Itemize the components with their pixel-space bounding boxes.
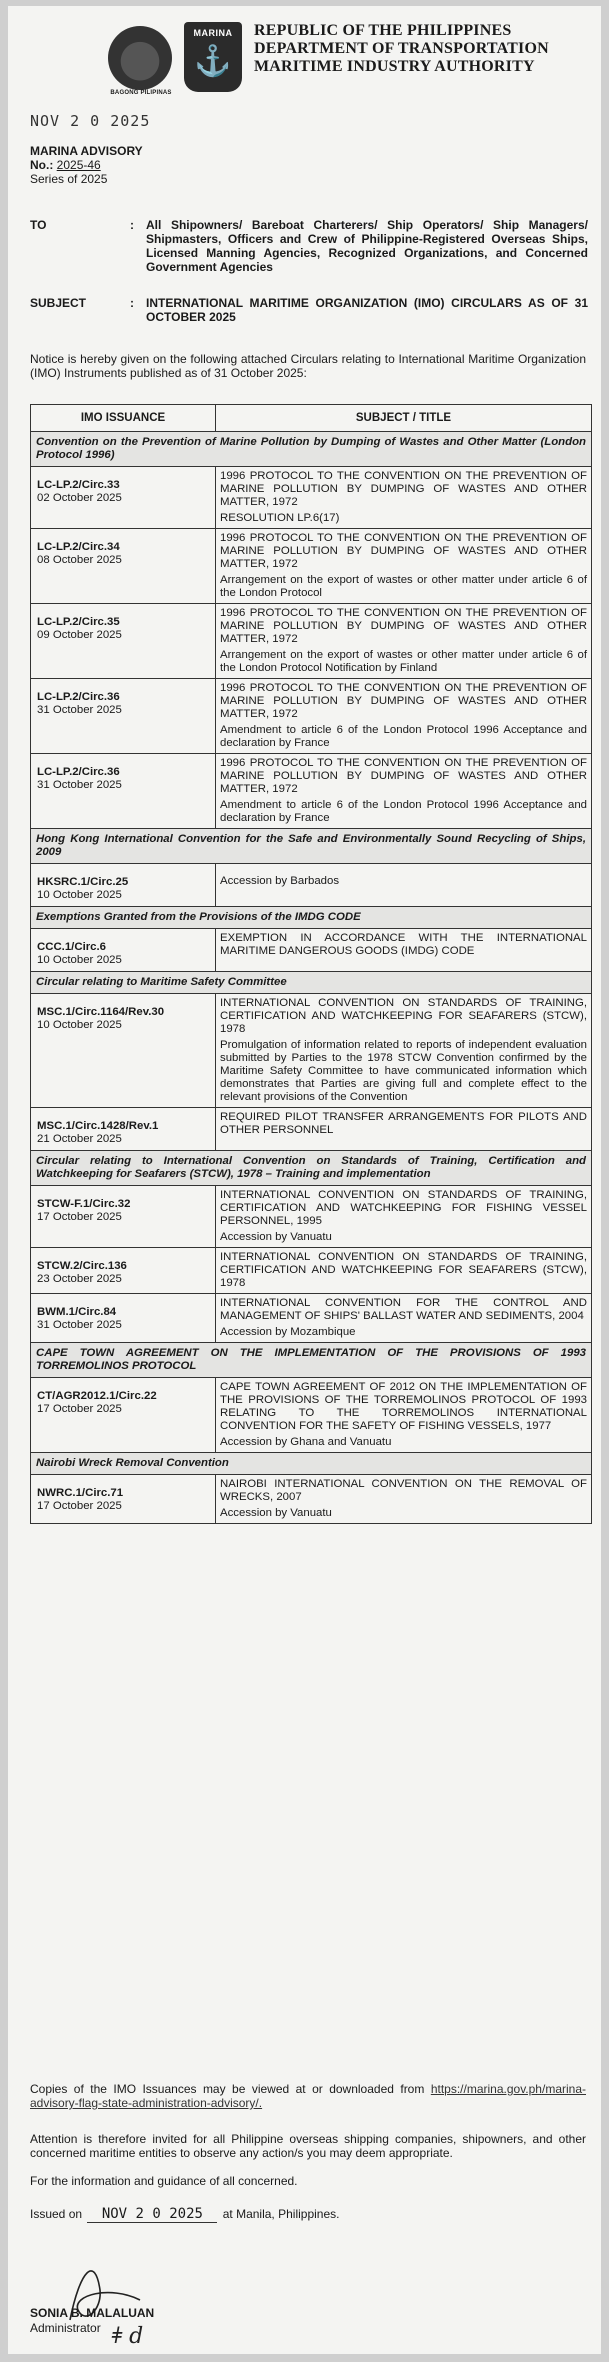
advisory-series: Series of 2025	[30, 172, 108, 186]
issuance-date: 23 October 2025	[37, 1273, 122, 1285]
advisory-title: MARINA ADVISORY	[30, 144, 143, 158]
signatory-title: Administrator	[30, 2321, 101, 2335]
issuance-cell	[31, 1378, 216, 1453]
subject-label: SUBJECT	[30, 296, 87, 310]
table-row	[31, 754, 592, 829]
issuance-date: 10 October 2025	[37, 889, 122, 901]
issued-suffix: at Manila, Philippines.	[222, 2207, 340, 2221]
table-row	[31, 1294, 592, 1343]
subject-note: Arrangement on the export of wastes or other matter under article 6 of the London Protocol Notification by Finland	[220, 649, 587, 674]
stamp-date: NOV 2 0 2025	[30, 112, 151, 130]
section-row	[31, 432, 592, 467]
issuance-cell	[31, 754, 216, 829]
attention-paragraph: Attention is therefore invited for all Philippine overseas shipping companies, shipowners, and other concerned maritime entities to observe any action/s you may deem appropriate.	[30, 2132, 586, 2160]
marina-logo-text: MARINA	[193, 28, 233, 38]
marina-logo	[184, 22, 242, 92]
section-row	[31, 907, 592, 929]
subject-cell	[216, 1475, 592, 1524]
subject-cell	[216, 1294, 592, 1343]
subject-cell	[216, 679, 592, 754]
section-row	[31, 1453, 592, 1475]
section-title: Circular relating to Maritime Safety Committee	[31, 972, 592, 994]
subject-note: Accession by Mozambique	[220, 1326, 356, 1338]
subject-note: Amendment to article 6 of the London Protocol 1996 Acceptance and declaration by France	[220, 724, 587, 749]
subject-cell	[216, 929, 592, 972]
subject-title: CAPE TOWN AGREEMENT OF 2012 ON THE IMPLEMENTATION OF THE PROVISIONS OF THE TORREMOLINOS PROTOCOL OF 1993 RELATING TO THE TORREMOLINOS INTERNATIONAL CONVENTION FOR THE SAFETY OF FISHING VESSELS, 1977	[220, 1381, 587, 1432]
anchor-icon: ⚓	[194, 45, 232, 78]
issued-prefix: Issued on	[30, 2207, 83, 2221]
subject-title: 1996 PROTOCOL TO THE CONVENTION ON THE PREVENTION OF MARINE POLLUTION BY DUMPING OF WASTES AND OTHER MATTER, 1972	[220, 470, 587, 508]
subject-cell	[216, 1186, 592, 1248]
header-subject: SUBJECT / TITLE	[216, 405, 592, 432]
subject-cell	[216, 467, 592, 529]
issuance-date: 10 October 2025	[37, 1019, 122, 1031]
subject-note: Accession by Barbados	[220, 875, 340, 887]
subject-title: 1996 PROTOCOL TO THE CONVENTION ON THE PREVENTION OF MARINE POLLUTION BY DUMPING OF WASTES AND OTHER MATTER, 1972	[220, 532, 587, 570]
advisory-block	[30, 144, 143, 186]
subject-cell	[216, 604, 592, 679]
issuance-code: LC-LP.2/Circ.35	[37, 616, 120, 628]
table-row	[31, 1108, 592, 1151]
subject-note: Promulgation of information related to reports of independent evaluation submitted by Parties to the 1978 STCW Convention confirmed by the Maritime Safety Committee to have communicated information which demonstrates that Parties are giving full and complete effect to the relevant provisions of the Convention	[220, 1039, 587, 1103]
issuance-code: LC-LP.2/Circ.34	[37, 541, 120, 553]
section-row	[31, 972, 592, 994]
subject-title: NAIROBI INTERNATIONAL CONVENTION ON THE REMOVAL OF WRECKS, 2007	[220, 1478, 587, 1503]
agency-line-1: REPUBLIC OF THE PHILIPPINES	[254, 22, 512, 39]
issuance-date: 10 October 2025	[37, 954, 122, 966]
subject-title: INTERNATIONAL CONVENTION ON STANDARDS OF TRAINING, CERTIFICATION AND WATCHKEEPING FOR SEAFARERS (STCW), 1978	[220, 1251, 587, 1289]
section-title: Circular relating to International Convention on Standards of Training, Certification and Watchkeeping for Seafarers (STCW), 1978 – Training and implementation	[31, 1151, 592, 1186]
subject-note: Accession by Vanuatu	[220, 1231, 332, 1243]
section-title: CAPE TOWN AGREEMENT ON THE IMPLEMENTATION OF THE PROVISIONS OF 1993 TORREMOLINOS PROTOCOL	[31, 1343, 592, 1378]
issuance-code: LC-LP.2/Circ.33	[37, 479, 120, 491]
subject-cell	[216, 1378, 592, 1453]
section-title: Nairobi Wreck Removal Convention	[31, 1453, 592, 1475]
subject-cell	[216, 994, 592, 1108]
to-colon: :	[130, 218, 134, 232]
notice-paragraph: Notice is hereby given on the following attached Circulars relating to International Maritime Organization (IMO) Instruments published as of 31 October 2025:	[30, 352, 586, 380]
table-header-row	[31, 405, 592, 432]
initials-mark: ǂ d	[112, 2324, 144, 2349]
subject-title: 1996 PROTOCOL TO THE CONVENTION ON THE PREVENTION OF MARINE POLLUTION BY DUMPING OF WASTES AND OTHER MATTER, 1972	[220, 682, 587, 720]
download-link[interactable]: https://marina.gov.ph/marina-advisory-flag-state-administration-advisory/.	[30, 2082, 586, 2110]
subject-text: INTERNATIONAL MARITIME ORGANIZATION (IMO) CIRCULARS AS OF 31 OCTOBER 2025	[146, 296, 588, 324]
subject-note: Accession by Vanuatu	[220, 1507, 332, 1519]
subject-title: 1996 PROTOCOL TO THE CONVENTION ON THE PREVENTION OF MARINE POLLUTION BY DUMPING OF WASTES AND OTHER MATTER, 1972	[220, 757, 587, 795]
guidance-line: For the information and guidance of all concerned.	[30, 2174, 298, 2188]
issuance-cell	[31, 467, 216, 529]
section-row	[31, 1151, 592, 1186]
copies-text: Copies of the IMO Issuances may be viewed at or downloaded from	[30, 2082, 425, 2096]
table-row	[31, 467, 592, 529]
issuance-date: 17 October 2025	[37, 1500, 122, 1512]
subject-cell	[216, 1108, 592, 1151]
subject-note: RESOLUTION LP.6(17)	[220, 512, 340, 524]
issuance-code: LC-LP.2/Circ.36	[37, 691, 120, 703]
issuance-date: 21 October 2025	[37, 1133, 122, 1145]
issuance-cell	[31, 864, 216, 907]
subject-title: REQUIRED PILOT TRANSFER ARRANGEMENTS FOR PILOTS AND OTHER PERSONNEL	[220, 1111, 587, 1136]
issuance-date: 17 October 2025	[37, 1211, 122, 1223]
issuance-cell	[31, 529, 216, 604]
section-title: Hong Kong International Convention for the Safe and Environmentally Sound Recycling of Ships, 2009	[31, 829, 592, 864]
agency-header	[254, 22, 549, 76]
issuance-code: STCW.2/Circ.136	[37, 1260, 127, 1272]
header-logos	[96, 20, 246, 98]
issuance-code: CCC.1/Circ.6	[37, 941, 107, 953]
subject-colon: :	[130, 296, 134, 310]
section-row	[31, 829, 592, 864]
issuance-code: STCW-F.1/Circ.32	[37, 1198, 131, 1210]
subject-note: Amendment to article 6 of the London Protocol 1996 Acceptance and declaration by France	[220, 799, 587, 824]
subject-note: Arrangement on the export of wastes or other matter under article 6 of the London Protocol	[220, 574, 587, 599]
table-row	[31, 679, 592, 754]
issuance-cell	[31, 1186, 216, 1248]
subject-cell	[216, 864, 592, 907]
subject-cell	[216, 754, 592, 829]
issuance-cell	[31, 1294, 216, 1343]
copies-paragraph	[30, 2082, 586, 2110]
section-row	[31, 1343, 592, 1378]
issuance-cell	[31, 929, 216, 972]
table-body	[31, 432, 592, 1524]
issuance-code: MSC.1/Circ.1164/Rev.30	[37, 1006, 165, 1018]
bagong-pilipinas-seal-icon	[108, 26, 172, 90]
subject-title: INTERNATIONAL CONVENTION ON STANDARDS OF TRAINING, CERTIFICATION AND WATCHKEEPING FOR SEAFARERS (STCW), 1978	[220, 997, 587, 1035]
table-row	[31, 1378, 592, 1453]
table-row	[31, 994, 592, 1108]
agency-line-3: MARITIME INDUSTRY AUTHORITY	[254, 58, 535, 75]
issuance-cell	[31, 1248, 216, 1294]
table-row	[31, 929, 592, 972]
issuance-code: BWM.1/Circ.84	[37, 1306, 117, 1318]
issuance-cell	[31, 994, 216, 1108]
issuance-code: HKSRC.1/Circ.25	[37, 876, 129, 888]
subject-cell	[216, 1248, 592, 1294]
advisory-number: 2025-46	[56, 158, 101, 172]
issuance-code: NWRC.1/Circ.71	[37, 1487, 124, 1499]
to-label: TO	[30, 218, 47, 232]
issuance-date: 09 October 2025	[37, 629, 122, 641]
issuance-cell	[31, 1475, 216, 1524]
issuance-date: 31 October 2025	[37, 704, 122, 716]
advisory-page	[8, 6, 601, 2354]
seal-caption: BAGONG PILIPINAS	[110, 90, 172, 96]
table-row	[31, 1248, 592, 1294]
to-recipients: All Shipowners/ Bareboat Charterers/ Ship Operators/ Ship Managers/ Shipmasters, Officers and Crew of Philippine-Registered Overseas Ships, Licensed Manning Agencies, Recognized Organizations, and Concerned Government Agencies	[146, 218, 588, 274]
table-row	[31, 1475, 592, 1524]
subject-title: INTERNATIONAL CONVENTION FOR THE CONTROL AND MANAGEMENT OF SHIPS' BALLAST WATER AND SEDIMENTS, 2004	[220, 1297, 587, 1322]
section-title: Exemptions Granted from the Provisions of the IMDG CODE	[31, 907, 592, 929]
issuance-date: 02 October 2025	[37, 492, 122, 504]
table-row	[31, 864, 592, 907]
issuance-date: 31 October 2025	[37, 779, 122, 791]
advisory-no-label: No.:	[30, 158, 54, 172]
issuance-cell	[31, 604, 216, 679]
issuance-code: CT/AGR2012.1/Circ.22	[37, 1390, 157, 1402]
issuance-date: 31 October 2025	[37, 1319, 122, 1331]
issuance-code: LC-LP.2/Circ.36	[37, 766, 120, 778]
signatory-name: SONIA B. MALALUAN	[30, 2306, 155, 2320]
subject-note: Accession by Ghana and Vanuatu	[220, 1436, 392, 1448]
issuance-code: MSC.1/Circ.1428/Rev.1	[37, 1120, 159, 1132]
issuance-cell	[31, 1108, 216, 1151]
table-row	[31, 1186, 592, 1248]
issuance-date: 17 October 2025	[37, 1403, 122, 1415]
subject-title: 1996 PROTOCOL TO THE CONVENTION ON THE PREVENTION OF MARINE POLLUTION BY DUMPING OF WASTES AND OTHER MATTER, 1972	[220, 607, 587, 645]
issuance-date: 08 October 2025	[37, 554, 122, 566]
issuance-cell	[31, 679, 216, 754]
section-title: Convention on the Prevention of Marine Pollution by Dumping of Wastes and Other Matter (London Protocol 1996)	[31, 432, 592, 467]
header-issuance: IMO ISSUANCE	[31, 405, 216, 432]
table-row	[31, 529, 592, 604]
issuance-table	[30, 404, 592, 1524]
issued-date: NOV 2 0 2025	[87, 2206, 217, 2223]
subject-title: EXEMPTION IN ACCORDANCE WITH THE INTERNATIONAL MARITIME DANGEROUS GOODS (IMDG) CODE	[220, 932, 587, 957]
issued-line	[30, 2206, 339, 2223]
table-row	[31, 604, 592, 679]
agency-line-2: DEPARTMENT OF TRANSPORTATION	[254, 40, 549, 57]
subject-title: INTERNATIONAL CONVENTION ON STANDARDS OF TRAINING, CERTIFICATION AND WATCHKEEPING FOR FISHING VESSEL PERSONNEL, 1995	[220, 1189, 587, 1227]
subject-cell	[216, 529, 592, 604]
